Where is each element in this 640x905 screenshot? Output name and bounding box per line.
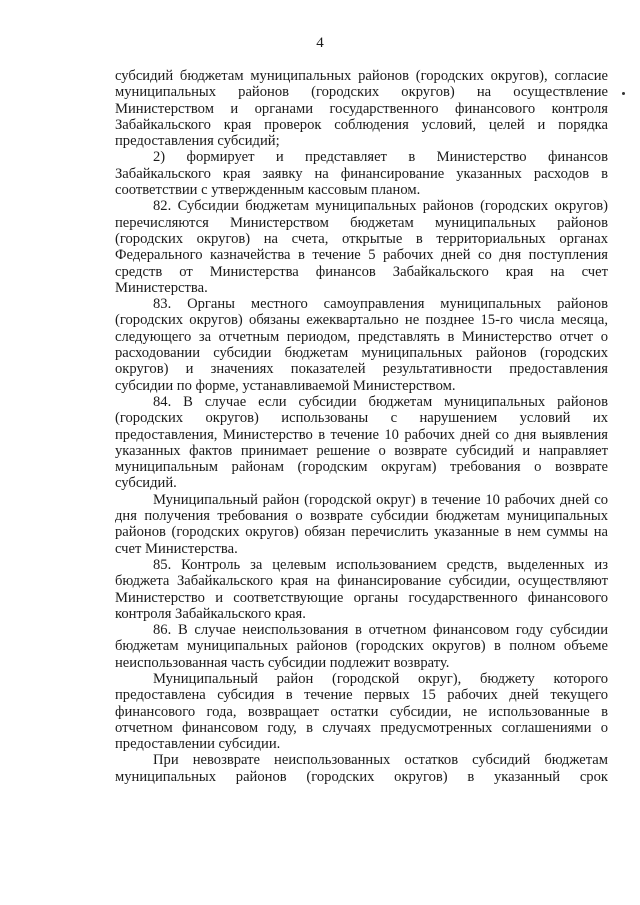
text-line: субсидии по форме, устанавливаемой Министерством. bbox=[115, 377, 456, 394]
paragraph bbox=[115, 198, 608, 296]
text-line: Забайкальского края проверок соблюдения условий, целей и порядка bbox=[115, 116, 608, 133]
text-line: предоставления субсидий; bbox=[115, 133, 280, 150]
text-line: финансового года, возвращает остатки субсидии, не использованные в bbox=[115, 703, 608, 720]
text-line: 84. В случае если субсидии бюджетам муниципальных районов bbox=[153, 393, 608, 410]
text-line: средств от Министерства финансов Забайкальского края на счет bbox=[115, 263, 608, 280]
text-line: 85. Контроль за целевым использованием средств, выделенных из bbox=[153, 556, 608, 573]
text-line: Муниципальный район (городской округ), бюджету которого bbox=[153, 670, 608, 687]
paragraph bbox=[115, 671, 608, 752]
text-line: Муниципальный район (городской округ) в течение 10 рабочих дней со bbox=[153, 491, 608, 508]
text-line: субсидий бюджетам муниципальных районов (городских округов), согласие bbox=[115, 68, 608, 84]
text-line: предоставлении субсидии. bbox=[115, 736, 281, 753]
text-line: 82. Субсидии бюджетам муниципальных районов (городских округов) bbox=[153, 198, 608, 215]
text-line: Министерством и органами государственного финансового контроля bbox=[115, 100, 608, 117]
paragraph bbox=[115, 557, 608, 622]
text-line: (городских округов) на счета, открытые в территориальных органах bbox=[115, 230, 608, 247]
text-line: бюджета Забайкальского края на финансирование субсидии, осуществляют bbox=[115, 573, 608, 590]
text-line: (городских округов) использованы с нарушением условий их bbox=[115, 410, 608, 427]
text-line: расходовании субсидии бюджетам муниципальных районов (городских bbox=[115, 345, 608, 362]
text-line: округов) и значениях показателей результативности предоставления bbox=[115, 361, 608, 378]
paragraph bbox=[115, 394, 608, 492]
text-line: 2) формирует и представляет в Министерство финансов bbox=[153, 149, 608, 166]
text-line: Забайкальского края заявку на финансирование указанных расходов в bbox=[115, 165, 608, 182]
text-line: субсидий. bbox=[115, 475, 177, 492]
text-line: неиспользованная часть субсидии подлежит возврату. bbox=[115, 654, 450, 671]
text-line: (городских округов) обязаны ежеквартально не позднее 15-го числа месяца, bbox=[115, 312, 608, 329]
paragraph bbox=[115, 296, 608, 394]
text-line: контроля Забайкальского края. bbox=[115, 605, 306, 622]
paragraph bbox=[115, 68, 608, 149]
text-line: бюджетам муниципальных районов (городских округов) в полном объеме bbox=[115, 638, 608, 655]
text-line: муниципальных районов (городских округов) на осуществление bbox=[115, 84, 608, 101]
text-line: отчетном финансовом году, в случаях предусмотренных соглашениями о bbox=[115, 719, 608, 736]
page-number: 4 bbox=[316, 35, 324, 51]
text-line: 86. В случае неиспользования в отчетном финансовом году субсидии bbox=[153, 622, 608, 639]
text-line: муниципальным районам (городским округам) требования о возврате bbox=[115, 459, 608, 476]
paragraph bbox=[115, 622, 608, 671]
text-line: счет Министерства. bbox=[115, 540, 238, 557]
text-line: предоставления, Министерство в течение 10 рабочих дней со дня выявления bbox=[115, 426, 608, 443]
text-line: дня получения требования о возврате субсидии бюджетам муниципальных bbox=[115, 508, 608, 525]
text-line: муниципальных районов (городских округов) в указанный срок bbox=[115, 768, 608, 785]
paragraph bbox=[115, 149, 608, 198]
text-line: перечисляются Министерством бюджетам муниципальных районов bbox=[115, 214, 608, 231]
text-line: При невозврате неиспользованных остатков субсидий бюджетам bbox=[153, 752, 608, 769]
text-line: Министерства. bbox=[115, 279, 208, 296]
text-line: соответствии с утвержденным кассовым планом. bbox=[115, 182, 421, 199]
text-line: Министерство и соответствующие органы государственного финансового bbox=[115, 589, 608, 606]
text-line: 83. Органы местного самоуправления муниципальных районов bbox=[153, 296, 608, 313]
paragraph bbox=[115, 492, 608, 557]
document-body bbox=[115, 68, 608, 785]
text-line: Федерального казначейства в течение 5 рабочих дней со дня поступления bbox=[115, 247, 608, 264]
text-line: районов (городских округов) обязан перечислить указанные в нем суммы на bbox=[115, 524, 608, 541]
text-line: предоставлена субсидия в течение первых 15 рабочих дней текущего bbox=[115, 687, 608, 704]
text-line: указанных фактов принимает решение о возврате субсидий и направляет bbox=[115, 442, 608, 459]
paragraph bbox=[115, 752, 608, 785]
margin-mark bbox=[622, 92, 625, 95]
text-line: следующего за отчетным периодом, представлять в Министерство отчет о bbox=[115, 328, 608, 345]
